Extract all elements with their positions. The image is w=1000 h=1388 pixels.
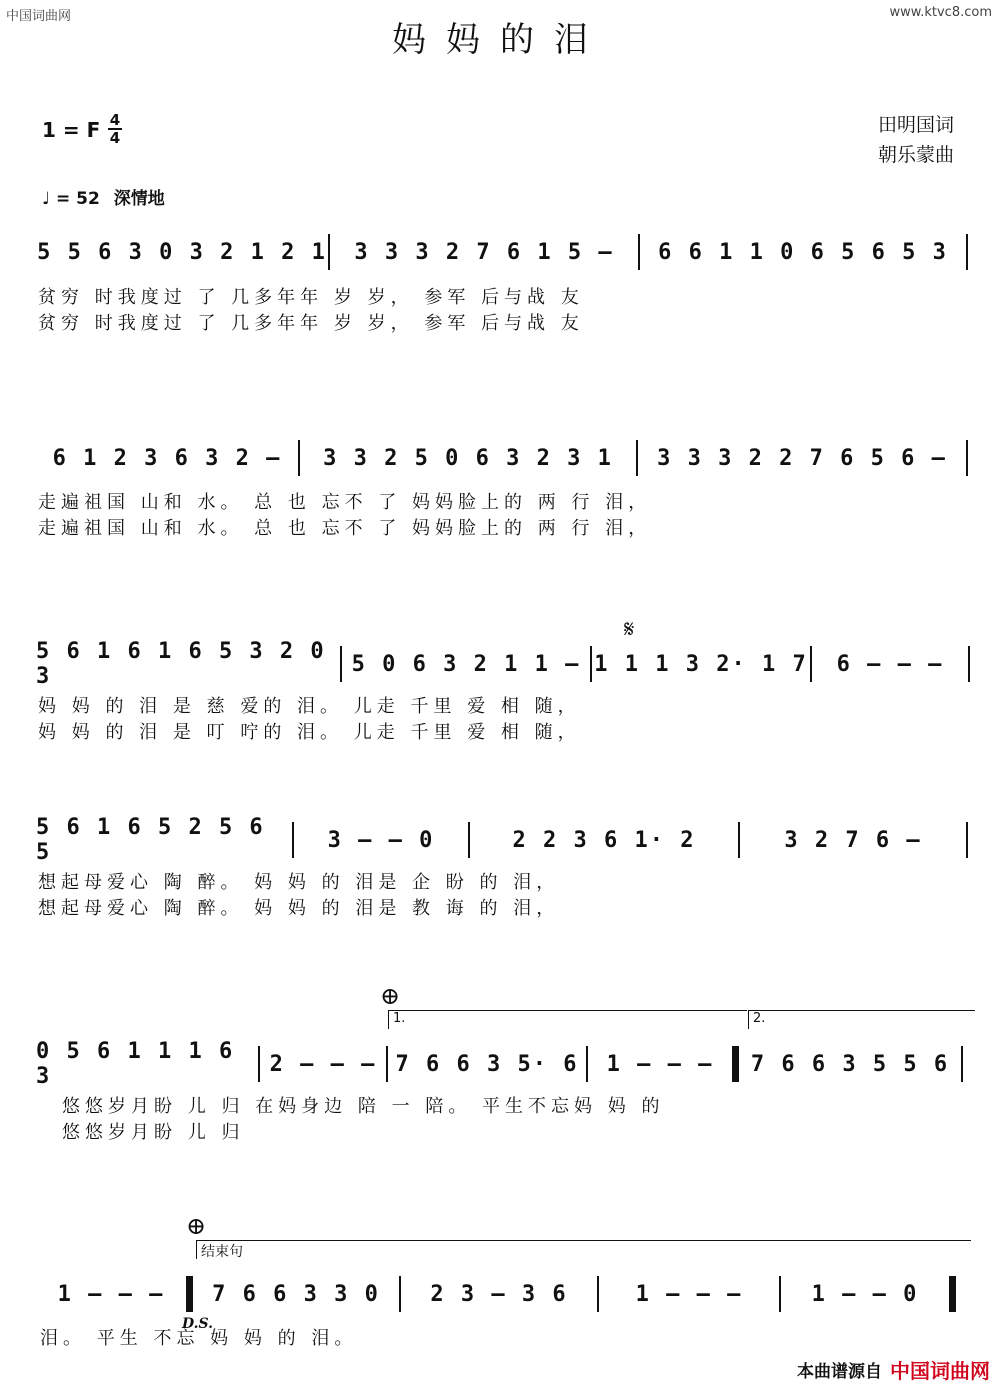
song-title: 妈妈的泪 [392,20,608,60]
staff-system-5 [36,1039,972,1089]
measure: 6 – – – [836,651,944,677]
final-barline [949,1276,956,1312]
ds-marking: D.S. [182,1316,214,1332]
lyric-line-1: 想起母爱心 陶 醉。 妈 妈 的 泪是 企 盼 的 泪， [38,872,560,893]
measure: 3 2 7 6 – [784,827,922,853]
staff-system-2 [36,438,972,478]
staff-system-6 [36,1274,972,1314]
ending-label: 结束句 [196,1240,971,1259]
measure: 3 3 3 2 7 6 1 5 – [354,239,614,265]
barline [961,1046,963,1082]
lyric-line-2: 贫穷 时我度过 了 几多年年 岁 岁， 参军 后与战 友 [38,313,584,334]
site-watermark-left: 中国词曲网 [6,9,72,24]
measure: 0 5 6 1 1 1 6 3 [36,1039,235,1089]
lyricist: 田明国词 [878,114,955,136]
measure: 6 6 1 1 0 6 5 6 5 3 [658,239,948,265]
measure: 1 – – – [606,1051,714,1077]
tempo-marking [42,184,165,209]
double-barline [186,1276,193,1312]
barline [966,440,968,476]
measure: 2 – – – [269,1051,377,1077]
lyric-line-1: 走遍祖国 山和 水。 总 也 忘不 了 妈妈脸上的 两 行 泪， [38,492,652,513]
barline [966,822,968,858]
lyric-line-1: 妈 妈 的 泪 是 慈 爱的 泪。 儿走 千里 爱 相 随， [38,696,581,717]
footer-site-logo: 中国词曲网 [890,1359,990,1383]
barline [966,234,968,270]
measure: 5 6 1 6 5 2 5 6 5 [36,815,265,865]
measure: 3 – – 0 [327,827,435,853]
measure: 5 0 6 3 2 1 1 – [351,651,581,677]
measure: 7 6 6 3 5 5 6 [750,1051,950,1077]
lyric-line-2: 妈 妈 的 泪 是 叮 咛的 泪。 儿走 千里 爱 相 随， [38,722,581,743]
lyric-line-2: 悠悠岁月盼 儿 归 [62,1122,245,1143]
measure: 1 – – – [635,1281,743,1307]
measure: 1 1 1 3 2· 1 7 [594,651,808,677]
measure: 1 – – 0 [811,1281,919,1307]
time-bottom: 4 [109,129,121,147]
staff-system-1 [36,232,972,272]
lyric-line-1: 悠悠岁月盼 儿 归 在妈身边 陪 一 陪。 平生不忘妈 妈 的 [62,1096,665,1117]
staff-system-3 [36,639,972,689]
measure: 1 – – – [57,1281,165,1307]
barline [968,646,970,682]
measure: 2 2 3 6 1· 2 [512,827,696,853]
lyric-line-2: 走遍祖国 山和 水。 总 也 忘不 了 妈妈脸上的 两 行 泪， [38,518,652,539]
measure: 3 3 3 2 2 7 6 5 6 – [657,445,947,471]
coda-icon: ⊕ [380,982,401,1010]
time-signature [108,112,122,146]
segno-icon: 𝄋 [624,615,635,643]
measure: 6 1 2 3 6 3 2 – [52,445,282,471]
measure: 5 6 1 6 1 6 5 3 2 0 3 [36,639,326,689]
key-signature: 1 = F [42,118,101,142]
tempo-expression: 深情地 [113,189,165,209]
lyric-line-1: 贫穷 时我度过 了 几多年年 岁 岁， 参军 后与战 友 [38,287,584,308]
lyric-line-2: 想起母爱心 陶 醉。 妈 妈 的 泪是 教 诲 的 泪， [38,898,560,919]
volta-1: 1. [388,1010,747,1029]
measure: 3 3 2 5 0 6 3 2 3 1 [323,445,613,471]
measure: 2 3 – 3 6 [430,1281,568,1307]
measure: 7 6 6 3 3 0 [212,1281,380,1307]
quarter-note-icon: ♩ [42,189,51,209]
staff-system-4 [36,815,972,865]
lyric-line-1: 泪。 平生 不忘 妈 妈 的 泪。 [40,1328,358,1349]
volta-2: 2. [748,1010,975,1029]
measure: 7 6 6 3 5· 6 [395,1051,579,1077]
composer: 朝乐蒙曲 [878,144,955,166]
site-watermark-right: www.ktvc8.com [889,5,992,20]
footer-source-label: 本曲谱源自 [797,1362,882,1382]
measure: 5 5 6 3 0 3 2 1 2 1 [37,239,327,265]
coda-icon: ⊕ [186,1212,207,1240]
time-top: 4 [109,111,121,129]
tempo-value: = 52 [55,189,100,209]
repeat-barline [732,1046,739,1082]
